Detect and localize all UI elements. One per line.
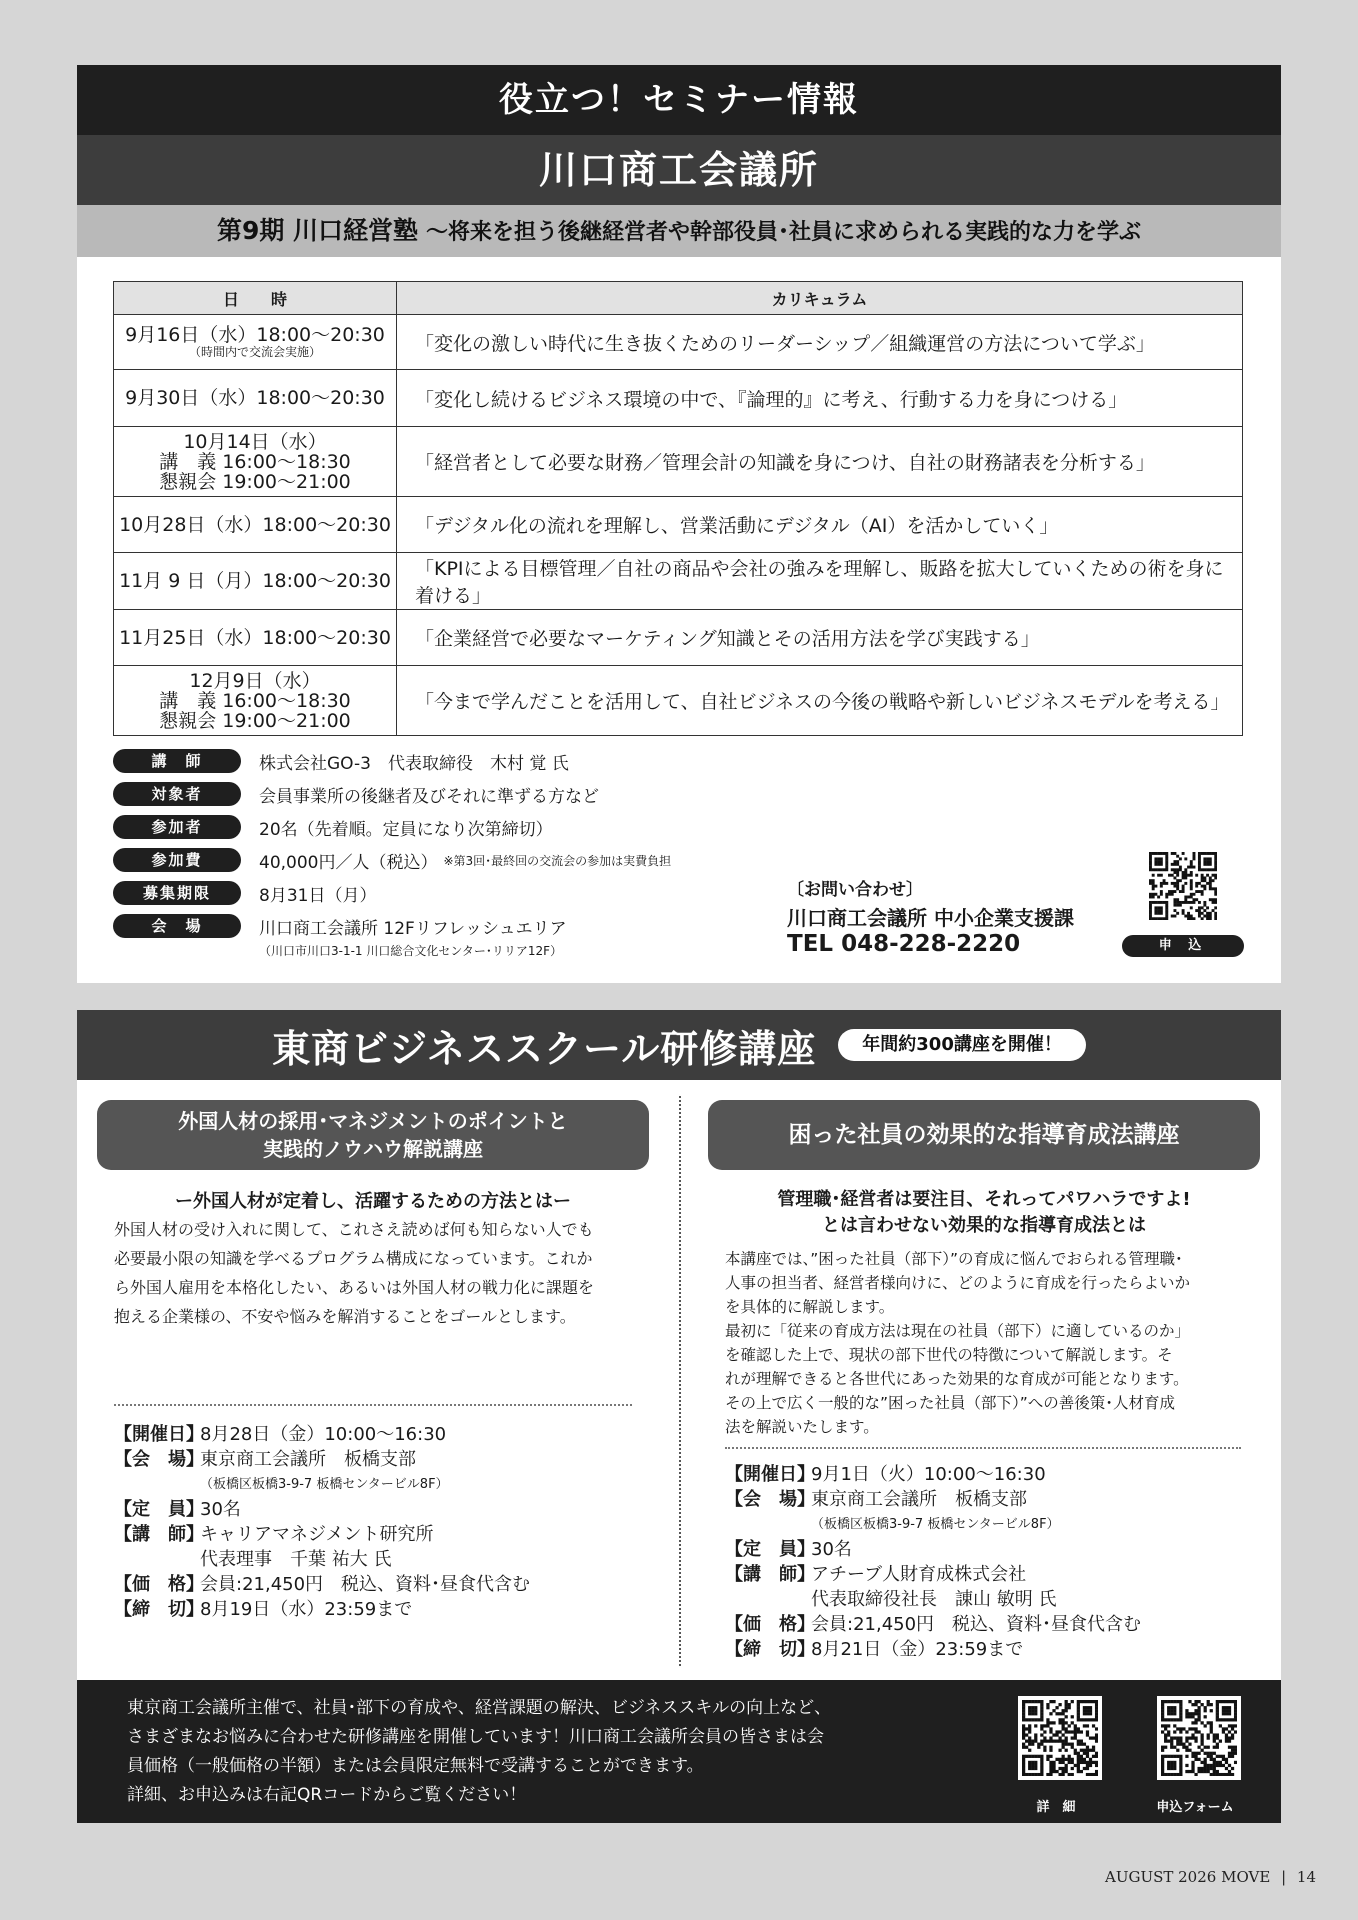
magazine-name: MOVE: [1221, 1868, 1271, 1886]
course1-title: 外国人材の採用･マネジメントのポイントと 実践的ノウハウ解説講座: [97, 1100, 649, 1170]
schedule-table: [113, 281, 1243, 736]
course2-lead: 管理職･経営者は要注目、それってパワハラですよ! とは言わせない効果的な指導育成法とは: [777, 1189, 1191, 1236]
kawaguchi-seminar-panel: [77, 65, 1281, 983]
table-row: [114, 666, 1243, 736]
info-value: 20名（先着順。定員になり次第締切）: [259, 819, 553, 840]
info-value: 川口商工会議所 12Fリフレッシュエリア: [259, 918, 567, 939]
info-label: 講 師: [113, 749, 241, 773]
page-number: 14: [1296, 1868, 1316, 1886]
curriculum-cell: 「今まで学んだことを活用して、自社ビジネスの今後の戦略や新しいビジネスモデルを考える」: [397, 666, 1243, 736]
table-row: [114, 427, 1243, 497]
info-row-target: [113, 781, 599, 807]
page-footer: [1105, 1868, 1316, 1886]
event-lecturer: アチーブ人財育成株式会社: [811, 1564, 1027, 1585]
date-column-header: 日 時: [114, 282, 397, 315]
details-qr-code[interactable]: [1018, 1696, 1102, 1780]
event-capacity: 30名: [200, 1499, 241, 1520]
table-row: [114, 553, 1243, 610]
info-label: 参加費: [113, 848, 241, 872]
curriculum-cell: 「変化の激しい時代に生き抜くためのリーダーシップ／組織運営の方法について学ぶ」: [397, 315, 1243, 370]
event-lecturer: キャリアマネジメント研究所: [200, 1524, 434, 1545]
qr-code-icon: [1022, 1700, 1098, 1776]
date-cell: 11月25日（水）18:00～20:30: [114, 610, 397, 666]
table-row: [114, 610, 1243, 666]
info-label: 参加者: [113, 815, 241, 839]
info-label: 対象者: [113, 782, 241, 806]
date-cell: 12月9日（水） 講 義 16:00～18:30 懇親会 19:00～21:00: [114, 666, 397, 736]
date-cell: 9月30日（水）18:00～20:30: [114, 370, 397, 427]
contact-tel[interactable]: TEL 048-228-2220: [787, 931, 1021, 957]
event-deadline: 8月21日（金）23:59まで: [811, 1639, 1024, 1660]
info-note: ※第3回･最終回の交流会の参加は実費負担: [443, 853, 672, 868]
course-subtitle: ～将来を担う後継経営者や幹部役員･社員に求められる実践的な力を学ぶ: [426, 220, 1142, 245]
event-venue: 東京商工会議所 板橋支部: [200, 1449, 416, 1470]
curriculum-cell: 「経営者として必要な財務／管理会計の知識を身につけ、自社の財務諸表を分析する」: [397, 427, 1243, 497]
date-note: （時間内で交流会実施）: [188, 345, 321, 359]
section-divider: [114, 1404, 632, 1406]
info-label: 募集期限: [113, 881, 241, 905]
apply-form-qr-code[interactable]: [1157, 1696, 1241, 1780]
info-row-fee: [113, 847, 671, 873]
school-footer: [77, 1680, 1281, 1823]
details-qr-caption: 詳 細: [1036, 1800, 1076, 1815]
event-lecturer-name: 代表取締役社長 諌山 敏明 氏: [811, 1589, 1057, 1610]
course2-title: 困った社員の効果的な指導育成法講座: [708, 1100, 1260, 1170]
issue-date: AUGUST 2026: [1104, 1868, 1217, 1886]
venue-address: （板橋区板橋3-9-7 板橋センタービル8F）: [200, 1477, 449, 1492]
venue-address: （川口市川口3-1-1 川口総合文化センター･リリア12F）: [259, 944, 563, 958]
course2-description: 本講座では、”困った社員（部下）”の育成に悩んでおられる管理職･ 人事の担当者、経営者様向けに、どのように育成を行ったらよいか を具体的に解説します。 最初に「従来の育成方法は現在の社員（部下）に適しているのか」 を確認した上で、現状の部下世代の特徴について解説します。そ れが理解できると各世代にあった効果的な育成が可能となります。 その上で広く一般的な”困った社員（部下）”への善後策･人材育成 法を解説いたします。: [725, 1250, 1191, 1436]
course1-lead: ー外国人材が定着し、活躍するための方法とはー: [175, 1191, 571, 1212]
info-label: 会 場: [113, 914, 241, 938]
event-price: 会員:21,450円 税込、資料･昼食代含む: [811, 1614, 1142, 1635]
course1-details: 【開催日】8月28日（金）10:00～16:30 【会 場】東京商工会議所 板橋支部 （板橋区板橋3-9-7 板橋センタービル8F） 【定 員】30名 【講 師】キャリアマネジメント研究所 代表理事 千葉 祐大 氏 【価 格】会員:21,450円 税込、資料･昼食代含む 【締 切】8月19日（水）23:59まで: [114, 1422, 674, 1622]
event-deadline: 8月19日（水）23:59まで: [200, 1599, 413, 1620]
curriculum-cell: 「KPIによる目標管理／自社の商品や会社の強みを理解し、販路を拡大していくための術を身に着ける」: [397, 553, 1243, 610]
event-capacity: 30名: [811, 1539, 852, 1560]
table-header-row: [114, 282, 1243, 315]
school-badge: 年間約300講座を開催！: [838, 1029, 1086, 1061]
school-title: 東商ビジネススクール研修講座: [272, 1026, 817, 1071]
curriculum-cell: 「企業経営で必要なマーケティング知識とその活用方法を学び実践する」: [397, 610, 1243, 666]
apply-qr-code[interactable]: [1149, 852, 1217, 920]
event-price: 会員:21,450円 税込、資料･昼食代含む: [200, 1574, 531, 1595]
info-row-venue: [113, 913, 567, 939]
qr-code-icon: [1161, 1700, 1237, 1776]
organizer-title: 川口商工会議所: [77, 135, 1281, 205]
date-cell: 11月 9 日（月）18:00～20:30: [114, 553, 397, 610]
event-date: 9月1日（火）10:00～16:30: [811, 1464, 1046, 1485]
contact-label: 〔お問い合わせ〕: [787, 880, 923, 900]
apply-button[interactable]: 申 込: [1122, 935, 1244, 957]
section-divider: [725, 1447, 1241, 1449]
event-date: 8月28日（金）10:00～16:30: [200, 1424, 447, 1445]
info-value: 会員事業所の後継者及びそれに準ずる方など: [259, 786, 599, 807]
tosho-business-school-panel: [77, 1010, 1281, 1823]
course1-description: 外国人材の受け入れに関して、これさえ読めば何も知らない人でも 必要最小限の知識を学べるプログラム構成になっています。これか ら外国人雇用を本格化したい、あるいは外国人材の戦力化に課題を 抱える企業様の、不安や悩みを解消することをゴールとします。: [114, 1220, 595, 1326]
venue-address: （板橋区板橋3-9-7 板橋センタービル8F）: [811, 1517, 1060, 1532]
event-lecturer-name: 代表理事 千葉 祐大 氏: [200, 1549, 392, 1570]
date-cell: 10月14日（水） 講 義 16:00～18:30 懇親会 19:00～21:00: [114, 427, 397, 497]
info-row-lecturer: [113, 748, 569, 774]
qr-code-icon: [1149, 852, 1217, 920]
info-row-deadline: [113, 880, 376, 906]
curriculum-column-header: カリキュラム: [397, 282, 1243, 315]
info-value: 株式会社GO-3 代表取締役 木村 覚 氏: [259, 753, 569, 774]
section-title: 役立つ！セミナー情報: [77, 65, 1281, 135]
table-row: [114, 370, 1243, 427]
table-row: [114, 497, 1243, 553]
course-title: 第9期 川口経営塾: [216, 216, 419, 245]
school-title-bar: [77, 1010, 1281, 1080]
footer-separator: |: [1281, 1868, 1287, 1886]
info-value: 40,000円／人（税込）: [259, 852, 438, 873]
event-venue: 東京商工会議所 板橋支部: [811, 1489, 1027, 1510]
course2-details: 【開催日】9月1日（火）10:00～16:30 【会 場】東京商工会議所 板橋支部 （板橋区板橋3-9-7 板橋センタービル8F） 【定 員】30名 【講 師】アチーブ人財育成株式会社 代表取締役社長 諌山 敏明 氏 【価 格】会員:21,450円 税込、資料･昼食代含む 【締 切】8月21日（金）23:59まで: [725, 1462, 1265, 1662]
info-row-participants: [113, 814, 553, 840]
info-value: 8月31日（月）: [259, 885, 377, 906]
date-cell: 9月16日（水）18:00～20:30 （時間内で交流会実施）: [114, 315, 397, 370]
column-divider: [679, 1096, 681, 1666]
course-title-bar: [77, 205, 1281, 257]
curriculum-cell: 「デジタル化の流れを理解し、営業活動にデジタル（AI）を活かしていく」: [397, 497, 1243, 553]
apply-form-qr-caption: 申込フォーム: [1156, 1800, 1234, 1815]
table-row: [114, 315, 1243, 370]
date-cell: 10月28日（水）18:00～20:30: [114, 497, 397, 553]
footer-text: 東京商工会議所主催で、社員･部下の育成や、経営課題の解決、ビジネススキルの向上など、 さまざまなお悩みに合わせた研修講座を開催しています！川口商工会議所会員の皆さまは会 員価格（一般価格の半額）または会員限定無料で受講することができます。 詳細、お申込みは右記QRコードからご覧ください！: [127, 1698, 832, 1805]
curriculum-cell: 「変化し続けるビジネス環境の中で、『論理的』に考え、行動する力を身につける」: [397, 370, 1243, 427]
contact-dept: 川口商工会議所 中小企業支援課: [787, 906, 1074, 930]
